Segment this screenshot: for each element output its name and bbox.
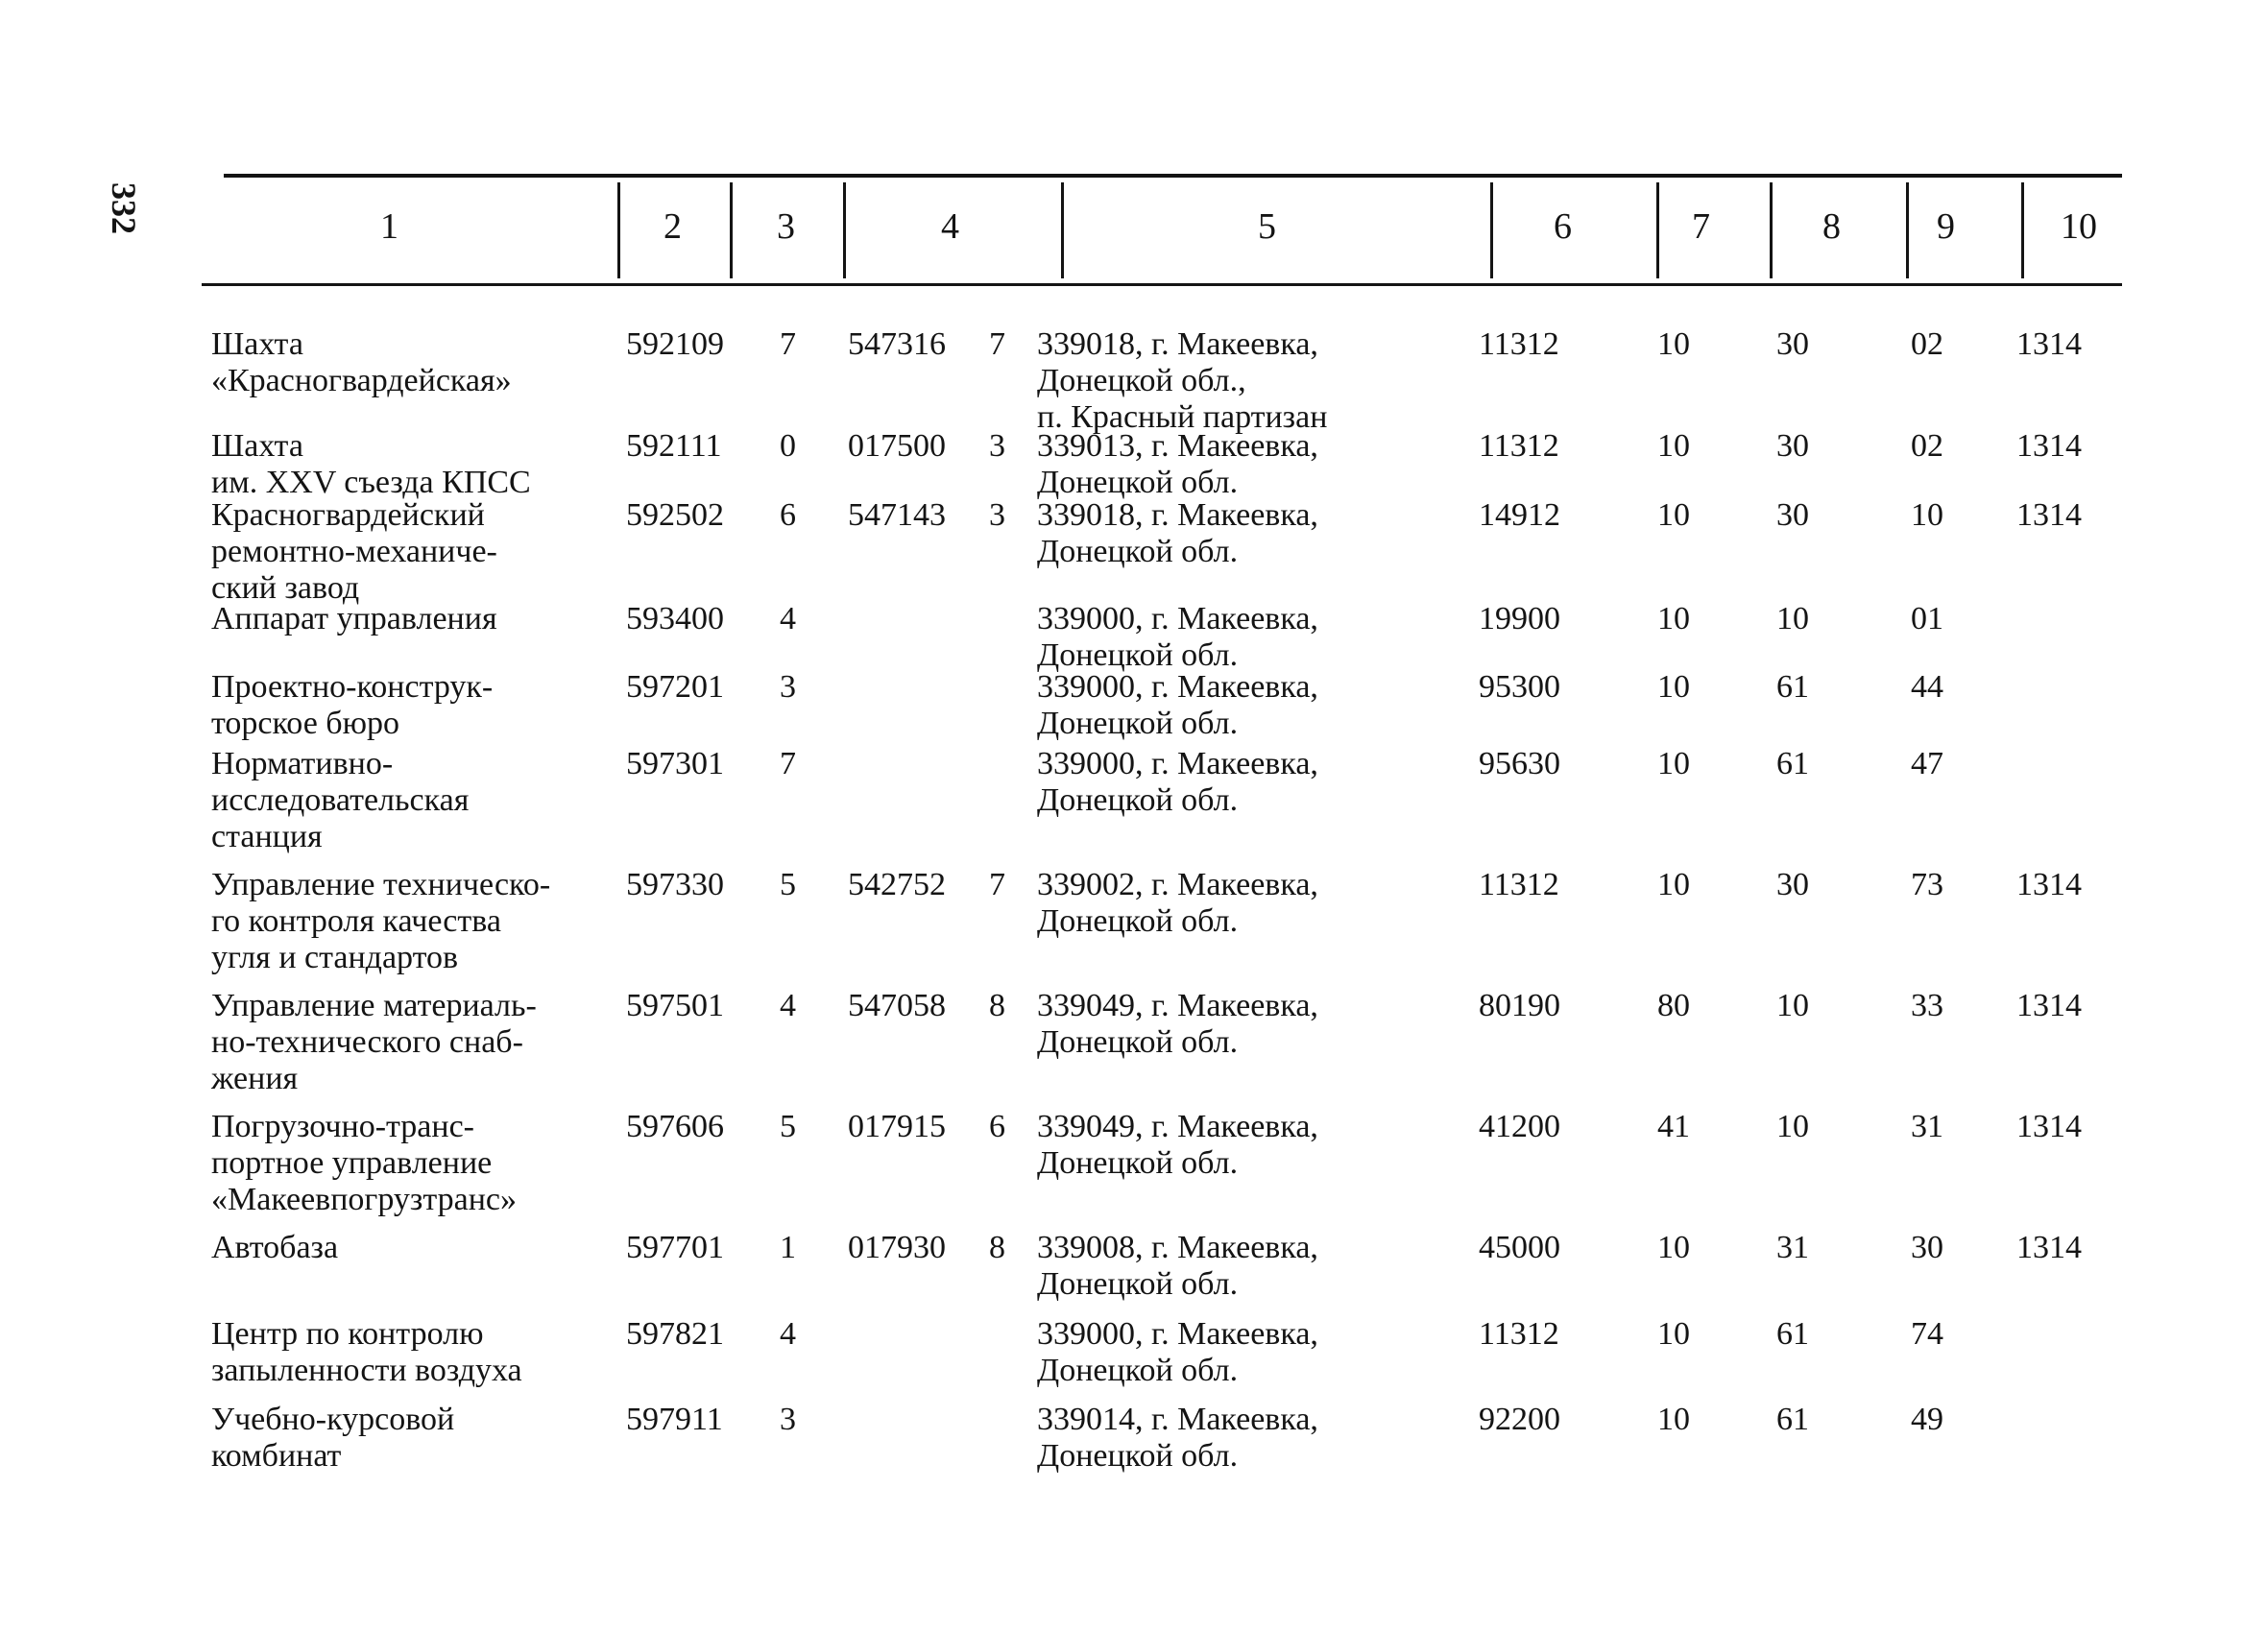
code-cell: 597911 [626,1402,723,1437]
column-divider [1770,182,1773,278]
organization-name: Шахта им. XXV съезда КПСС [211,428,531,500]
address-cell: 339018, г. Макеевка, Донецкой обл. [1037,497,1318,569]
code-cell: 31 [1776,1230,1809,1265]
code-cell: 95630 [1479,746,1560,781]
organization-name: Красногвардейский ремонтно-механиче- ский завод [211,497,497,606]
code-cell: 542752 [848,867,946,902]
code-cell: 61 [1776,669,1809,705]
column-divider [730,182,733,278]
code-cell: 10 [1911,497,1943,533]
address-cell: 339000, г. Макеевка, Донецкой обл. [1037,601,1318,673]
column-header: 10 [2061,206,2097,247]
code-cell: 10 [1776,601,1809,636]
code-cell: 1314 [2016,867,2082,902]
code-cell: 1314 [2016,326,2082,362]
check-digit-cell: 4 [780,988,796,1023]
column-header: 2 [664,206,682,247]
code-cell: 10 [1776,988,1809,1023]
code-cell: 30 [1911,1230,1943,1265]
column-divider [2021,182,2024,278]
code-cell: 10 [1657,1316,1690,1352]
organization-name: Шахта «Красногвардейская» [211,326,512,398]
code-cell: 597606 [626,1109,724,1144]
code-cell: 19900 [1479,601,1560,636]
code-cell: 597821 [626,1316,724,1352]
code-cell: 01 [1911,601,1943,636]
code-cell: 44 [1911,669,1943,705]
code-cell: 10 [1657,867,1690,902]
column-header: 6 [1554,206,1572,247]
code-cell: 017930 [848,1230,946,1265]
code-cell: 592109 [626,326,724,362]
check-digit-cell: 1 [780,1230,796,1265]
check-digit-cell: 4 [780,1316,796,1352]
code-cell: 61 [1776,1402,1809,1437]
column-divider [843,182,846,278]
check-digit-cell: 8 [989,1230,1005,1265]
check-digit-cell: 3 [780,1402,796,1437]
check-digit-cell: 6 [780,497,796,533]
column-header: 8 [1822,206,1841,247]
address-cell: 339018, г. Макеевка, Донецкой обл., п. Красный партизан [1037,326,1328,435]
code-cell: 10 [1776,1109,1809,1144]
check-digit-cell: 7 [989,867,1005,902]
check-digit-cell: 3 [989,497,1005,533]
organization-name: Проектно-конструк- торское бюро [211,669,494,741]
code-cell: 31 [1911,1109,1943,1144]
code-cell: 11312 [1479,428,1559,464]
code-cell: 10 [1657,1402,1690,1437]
column-header: 9 [1937,206,1955,247]
code-cell: 10 [1657,428,1690,464]
check-digit-cell: 7 [989,326,1005,362]
page-number: 332 [105,182,143,234]
code-cell: 11312 [1479,326,1559,362]
code-cell: 597201 [626,669,724,705]
code-cell: 73 [1911,867,1943,902]
code-cell: 10 [1657,669,1690,705]
code-cell: 1314 [2016,1230,2082,1265]
check-digit-cell: 7 [780,326,796,362]
code-cell: 597301 [626,746,724,781]
code-cell: 30 [1776,326,1809,362]
code-cell: 11312 [1479,867,1559,902]
column-divider [617,182,620,278]
code-cell: 33 [1911,988,1943,1023]
code-cell: 02 [1911,428,1943,464]
organization-name: Нормативно- исследовательская станция [211,746,470,854]
check-digit-cell: 8 [989,988,1005,1023]
organization-name: Автобаза [211,1230,339,1265]
code-cell: 10 [1657,326,1690,362]
organization-name: Учебно-курсовой комбинат [211,1402,455,1474]
organization-name: Погрузочно-транс- портное управление «Макеевпогрузтранс» [211,1109,518,1217]
code-cell: 592111 [626,428,722,464]
code-cell: 14912 [1479,497,1560,533]
column-header: 7 [1692,206,1710,247]
code-cell: 593400 [626,601,724,636]
address-cell: 339049, г. Макеевка, Донецкой обл. [1037,988,1318,1060]
check-digit-cell: 3 [989,428,1005,464]
address-cell: 339014, г. Макеевка, Донецкой обл. [1037,1402,1318,1474]
code-cell: 80 [1657,988,1690,1023]
code-cell: 547143 [848,497,946,533]
column-divider [1656,182,1659,278]
code-cell: 30 [1776,867,1809,902]
column-header: 4 [941,206,959,247]
organization-name: Аппарат управления [211,601,497,636]
check-digit-cell: 6 [989,1109,1005,1144]
column-header: 5 [1258,206,1276,247]
organization-name: Управление техническо- го контроля качества угля и стандартов [211,867,551,975]
address-cell: 339008, г. Макеевка, Донецкой обл. [1037,1230,1318,1302]
code-cell: 592502 [626,497,724,533]
column-header: 3 [777,206,795,247]
code-cell: 47 [1911,746,1943,781]
code-cell: 1314 [2016,1109,2082,1144]
address-cell: 339049, г. Макеевка, Донецкой обл. [1037,1109,1318,1181]
code-cell: 30 [1776,497,1809,533]
organization-name: Управление материаль- но-технического снаб- жения [211,988,537,1096]
column-divider [1906,182,1909,278]
code-cell: 547058 [848,988,946,1023]
code-cell: 017500 [848,428,946,464]
table-top-rule [224,174,2122,178]
header-bottom-rule [202,283,2122,286]
code-cell: 61 [1776,746,1809,781]
code-cell: 02 [1911,326,1943,362]
check-digit-cell: 5 [780,1109,796,1144]
code-cell: 1314 [2016,428,2082,464]
address-cell: 339000, г. Макеевка, Донецкой обл. [1037,1316,1318,1388]
column-divider [1061,182,1064,278]
address-cell: 339000, г. Макеевка, Донецкой обл. [1037,669,1318,741]
code-cell: 10 [1657,601,1690,636]
code-cell: 95300 [1479,669,1560,705]
code-cell: 017915 [848,1109,946,1144]
address-cell: 339013, г. Макеевка, Донецкой обл. [1037,428,1318,500]
check-digit-cell: 3 [780,669,796,705]
address-cell: 339002, г. Макеевка, Донецкой обл. [1037,867,1318,939]
code-cell: 74 [1911,1316,1943,1352]
code-cell: 30 [1776,428,1809,464]
code-cell: 597330 [626,867,724,902]
code-cell: 10 [1657,497,1690,533]
code-cell: 10 [1657,1230,1690,1265]
code-cell: 597701 [626,1230,724,1265]
address-cell: 339000, г. Макеевка, Донецкой обл. [1037,746,1318,818]
code-cell: 49 [1911,1402,1943,1437]
code-cell: 1314 [2016,497,2082,533]
code-cell: 10 [1657,746,1690,781]
column-header: 1 [380,206,398,247]
code-cell: 1314 [2016,988,2082,1023]
check-digit-cell: 0 [780,428,796,464]
code-cell: 597501 [626,988,724,1023]
column-divider [1490,182,1493,278]
check-digit-cell: 5 [780,867,796,902]
code-cell: 92200 [1479,1402,1560,1437]
check-digit-cell: 7 [780,746,796,781]
organization-name: Центр по контролю запыленности воздуха [211,1316,522,1388]
code-cell: 11312 [1479,1316,1559,1352]
code-cell: 41 [1657,1109,1690,1144]
check-digit-cell: 4 [780,601,796,636]
code-cell: 61 [1776,1316,1809,1352]
code-cell: 41200 [1479,1109,1560,1144]
code-cell: 547316 [848,326,946,362]
code-cell: 45000 [1479,1230,1560,1265]
code-cell: 80190 [1479,988,1560,1023]
